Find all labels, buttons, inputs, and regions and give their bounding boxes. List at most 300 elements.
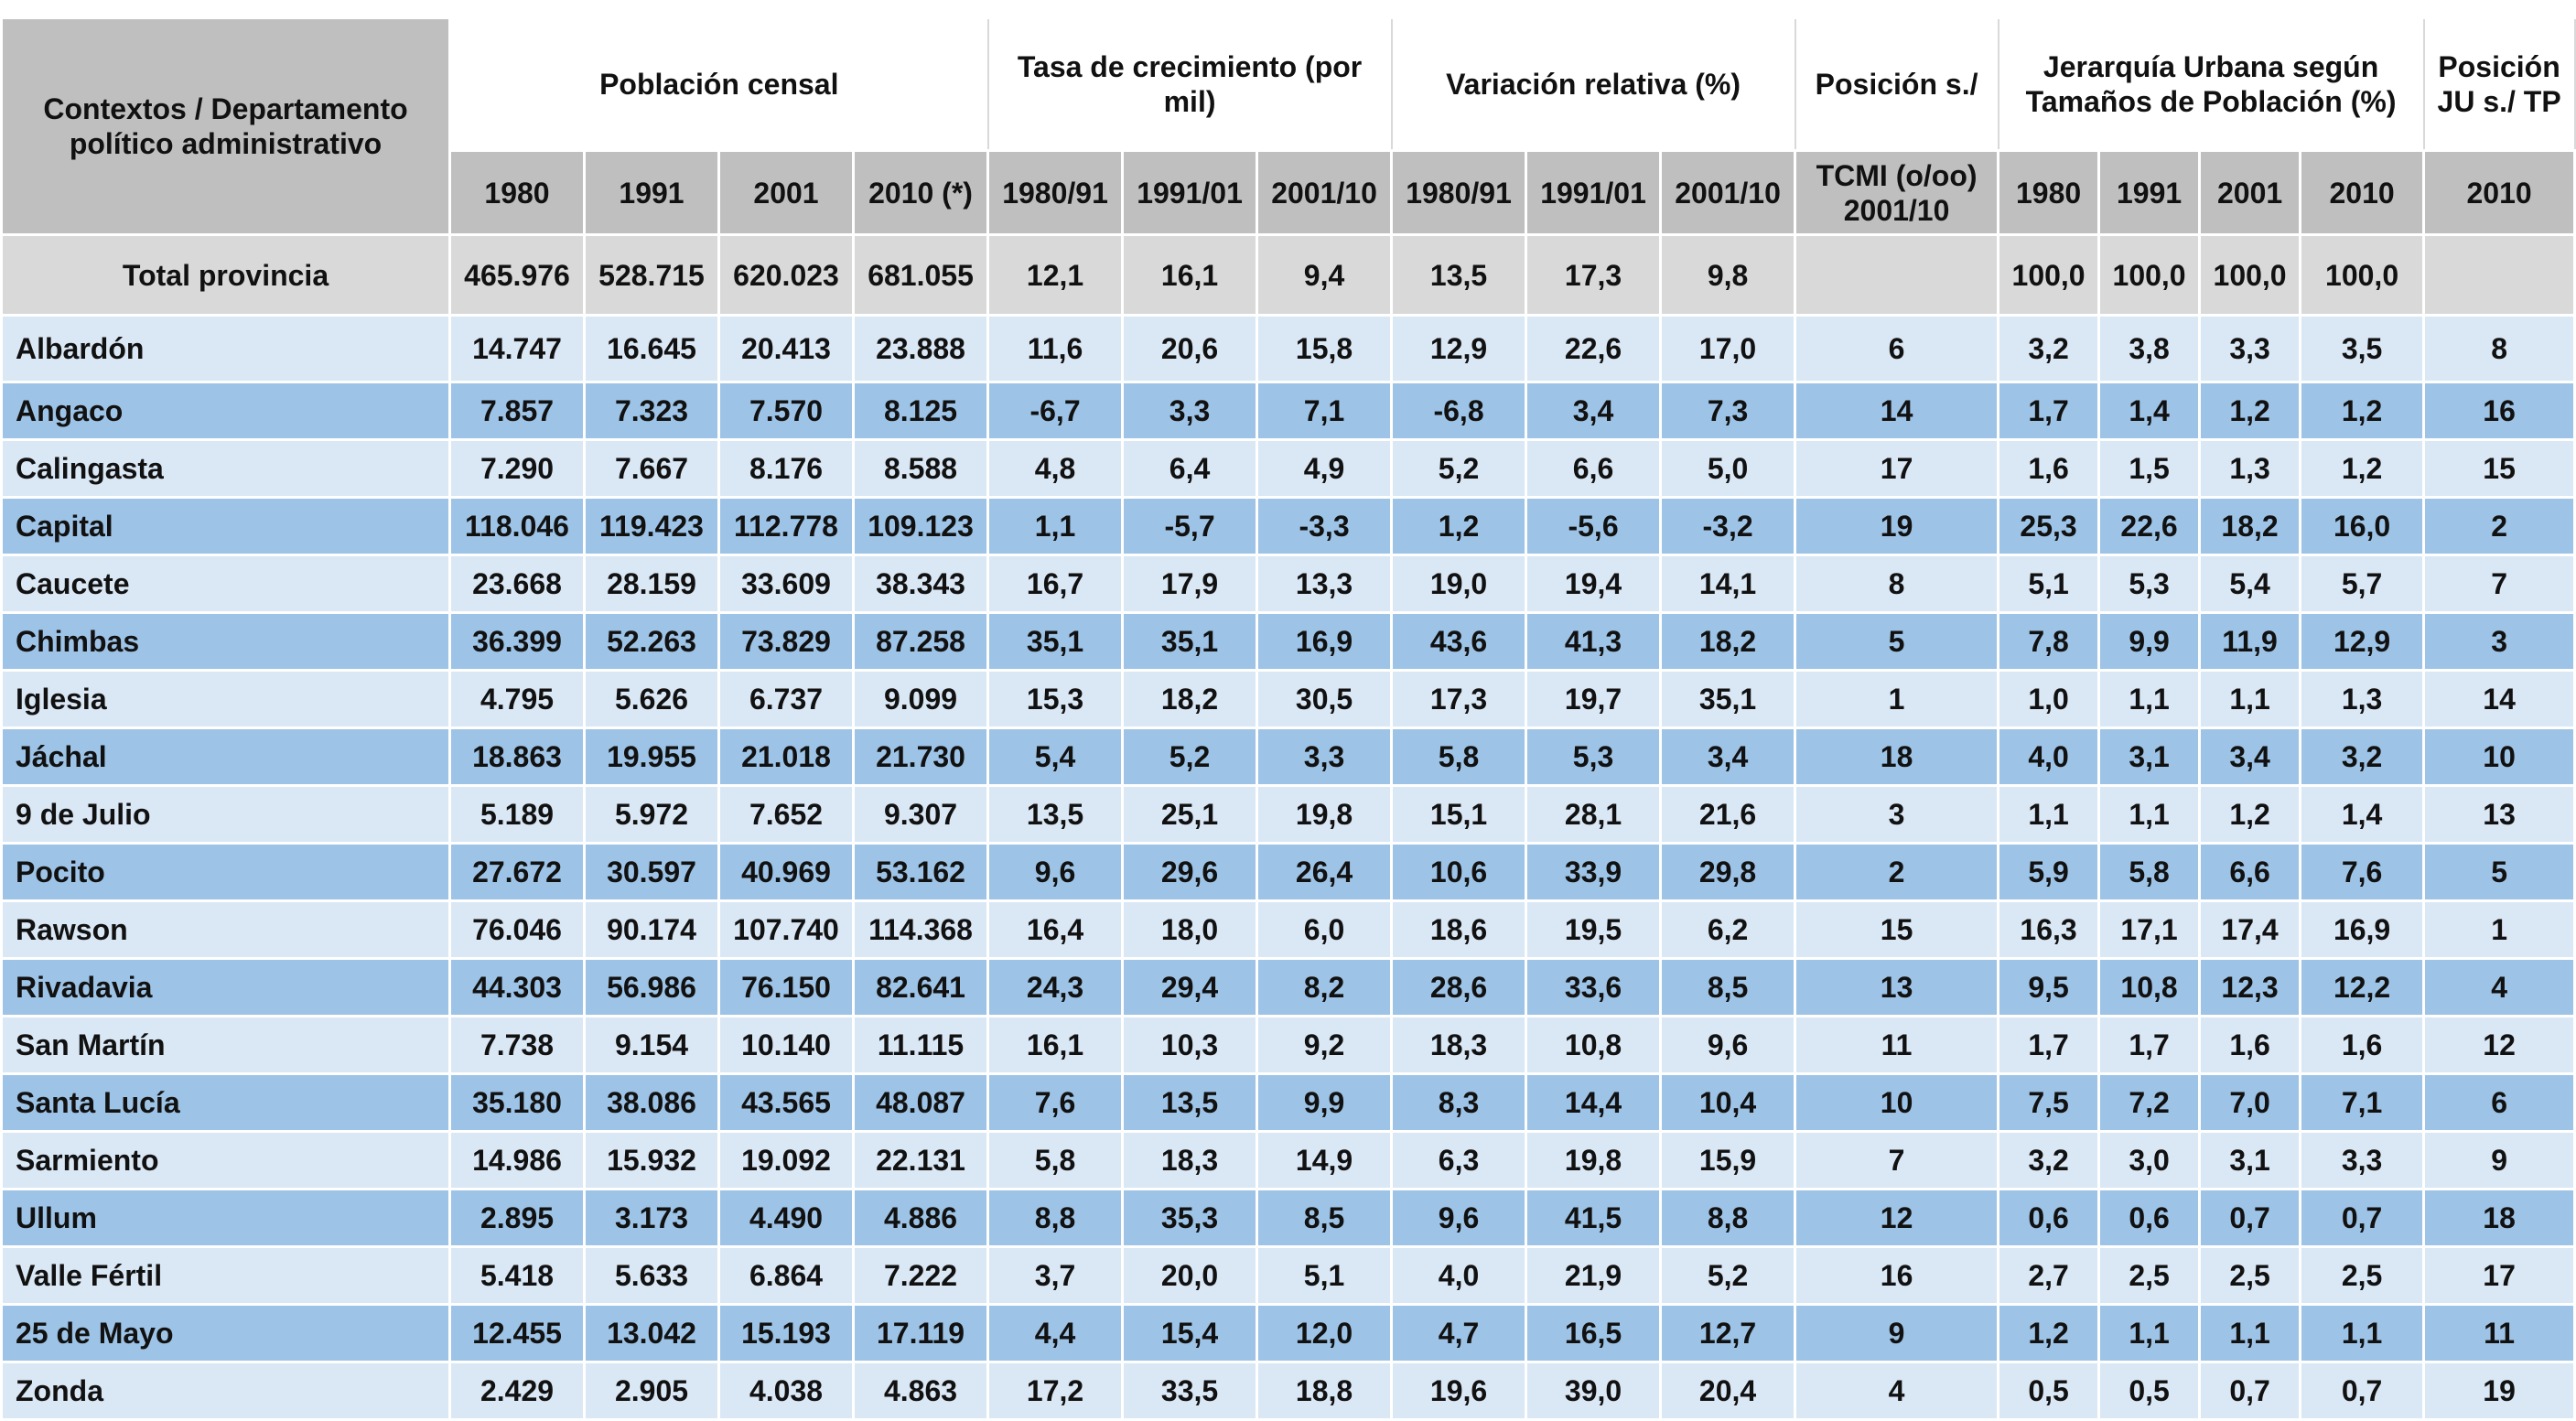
cell-v2: 39,0 bbox=[1526, 1362, 1661, 1420]
cell-p1991: 52.263 bbox=[585, 613, 719, 671]
subheader-p2010: 2010 (*) bbox=[854, 151, 988, 235]
cell-j2010: 1,2 bbox=[2301, 382, 2424, 440]
cell-t2: 18,3 bbox=[1123, 1132, 1257, 1190]
cell-tcmi: 17 bbox=[1795, 440, 1999, 498]
department-name: Caucete bbox=[2, 555, 450, 613]
cell-j1991: 1,1 bbox=[2099, 671, 2200, 728]
table-row bbox=[2, 613, 2575, 671]
cell-j1980: 7,5 bbox=[1999, 1074, 2099, 1132]
cell-t1: 17,2 bbox=[988, 1362, 1123, 1420]
cell-v2: 19,8 bbox=[1526, 1132, 1661, 1190]
total-cell-v2: 17,3 bbox=[1526, 235, 1661, 316]
cell-j2001: 7,0 bbox=[2200, 1074, 2301, 1132]
cell-p2010: 114.368 bbox=[854, 901, 988, 959]
table-row bbox=[2, 1305, 2575, 1362]
cell-v3: 18,2 bbox=[1661, 613, 1795, 671]
cell-v2: 16,5 bbox=[1526, 1305, 1661, 1362]
cell-p2010: 48.087 bbox=[854, 1074, 988, 1132]
cell-t3: 19,8 bbox=[1257, 786, 1392, 844]
cell-j1991: 2,5 bbox=[2099, 1247, 2200, 1305]
cell-t2: 10,3 bbox=[1123, 1017, 1257, 1074]
cell-j2001: 5,4 bbox=[2200, 555, 2301, 613]
cell-p1991: 28.159 bbox=[585, 555, 719, 613]
cell-ju: 9 bbox=[2424, 1132, 2575, 1190]
cell-v2: 33,6 bbox=[1526, 959, 1661, 1017]
cell-j1991: 0,6 bbox=[2099, 1190, 2200, 1247]
cell-v1: 19,6 bbox=[1392, 1362, 1526, 1420]
cell-tcmi: 9 bbox=[1795, 1305, 1999, 1362]
cell-t3: 12,0 bbox=[1257, 1305, 1392, 1362]
cell-v3: 12,7 bbox=[1661, 1305, 1795, 1362]
cell-v1: 17,3 bbox=[1392, 671, 1526, 728]
cell-p2001: 4.038 bbox=[719, 1362, 854, 1420]
cell-v2: 33,9 bbox=[1526, 844, 1661, 901]
cell-ju: 5 bbox=[2424, 844, 2575, 901]
cell-v1: 9,6 bbox=[1392, 1190, 1526, 1247]
cell-t1: 3,7 bbox=[988, 1247, 1123, 1305]
total-cell-j1980: 100,0 bbox=[1999, 235, 2099, 316]
cell-j1980: 9,5 bbox=[1999, 959, 2099, 1017]
cell-p2010: 4.886 bbox=[854, 1190, 988, 1247]
subheader-j2010: 2010 bbox=[2301, 151, 2424, 235]
total-cell-j1991: 100,0 bbox=[2099, 235, 2200, 316]
cell-p2010: 22.131 bbox=[854, 1132, 988, 1190]
cell-j1991: 3,0 bbox=[2099, 1132, 2200, 1190]
department-name: Capital bbox=[2, 498, 450, 555]
cell-t3: 8,2 bbox=[1257, 959, 1392, 1017]
cell-j1980: 3,2 bbox=[1999, 316, 2099, 382]
department-name: 9 de Julio bbox=[2, 786, 450, 844]
cell-ju: 12 bbox=[2424, 1017, 2575, 1074]
cell-j1991: 22,6 bbox=[2099, 498, 2200, 555]
cell-p2001: 7.652 bbox=[719, 786, 854, 844]
cell-j2010: 1,4 bbox=[2301, 786, 2424, 844]
cell-t3: -3,3 bbox=[1257, 498, 1392, 555]
cell-p1980: 14.986 bbox=[450, 1132, 585, 1190]
cell-p2001: 33.609 bbox=[719, 555, 854, 613]
cell-p2010: 11.115 bbox=[854, 1017, 988, 1074]
cell-v3: 7,3 bbox=[1661, 382, 1795, 440]
cell-tcmi: 4 bbox=[1795, 1362, 1999, 1420]
cell-t2: 29,4 bbox=[1123, 959, 1257, 1017]
cell-j2001: 3,3 bbox=[2200, 316, 2301, 382]
subheader-ju2010: 2010 bbox=[2424, 151, 2575, 235]
subheader-v3: 2001/10 bbox=[1661, 151, 1795, 235]
header-context: Contextos / Departamento político administrativo bbox=[2, 18, 450, 235]
cell-j1980: 1,2 bbox=[1999, 1305, 2099, 1362]
cell-v3: 5,2 bbox=[1661, 1247, 1795, 1305]
cell-t2: 25,1 bbox=[1123, 786, 1257, 844]
cell-v3: 17,0 bbox=[1661, 316, 1795, 382]
cell-t1: -6,7 bbox=[988, 382, 1123, 440]
cell-p2001: 43.565 bbox=[719, 1074, 854, 1132]
cell-p1991: 119.423 bbox=[585, 498, 719, 555]
cell-v1: 4,0 bbox=[1392, 1247, 1526, 1305]
cell-p2010: 17.119 bbox=[854, 1305, 988, 1362]
cell-j1980: 3,2 bbox=[1999, 1132, 2099, 1190]
department-name: Albardón bbox=[2, 316, 450, 382]
cell-tcmi: 1 bbox=[1795, 671, 1999, 728]
cell-j2010: 12,2 bbox=[2301, 959, 2424, 1017]
cell-t2: 33,5 bbox=[1123, 1362, 1257, 1420]
cell-p1980: 35.180 bbox=[450, 1074, 585, 1132]
cell-p1980: 36.399 bbox=[450, 613, 585, 671]
total-cell-j2001: 100,0 bbox=[2200, 235, 2301, 316]
cell-p1991: 19.955 bbox=[585, 728, 719, 786]
cell-ju: 14 bbox=[2424, 671, 2575, 728]
cell-ju: 6 bbox=[2424, 1074, 2575, 1132]
cell-p2001: 6.864 bbox=[719, 1247, 854, 1305]
total-cell-p2010: 681.055 bbox=[854, 235, 988, 316]
cell-j1980: 16,3 bbox=[1999, 901, 2099, 959]
cell-v1: 5,8 bbox=[1392, 728, 1526, 786]
cell-p2010: 8.125 bbox=[854, 382, 988, 440]
cell-j2010: 16,9 bbox=[2301, 901, 2424, 959]
cell-p1980: 44.303 bbox=[450, 959, 585, 1017]
cell-t1: 5,4 bbox=[988, 728, 1123, 786]
cell-v1: 18,3 bbox=[1392, 1017, 1526, 1074]
cell-j1980: 2,7 bbox=[1999, 1247, 2099, 1305]
cell-p1991: 13.042 bbox=[585, 1305, 719, 1362]
cell-v1: 15,1 bbox=[1392, 786, 1526, 844]
cell-j1980: 4,0 bbox=[1999, 728, 2099, 786]
cell-j2010: 1,6 bbox=[2301, 1017, 2424, 1074]
table-row bbox=[2, 440, 2575, 498]
cell-v1: -6,8 bbox=[1392, 382, 1526, 440]
cell-v3: 20,4 bbox=[1661, 1362, 1795, 1420]
cell-j1991: 3,1 bbox=[2099, 728, 2200, 786]
cell-p1980: 5.418 bbox=[450, 1247, 585, 1305]
cell-t2: 20,6 bbox=[1123, 316, 1257, 382]
total-row bbox=[2, 235, 2575, 316]
cell-t2: 5,2 bbox=[1123, 728, 1257, 786]
cell-ju: 8 bbox=[2424, 316, 2575, 382]
cell-p2001: 107.740 bbox=[719, 901, 854, 959]
cell-v2: 28,1 bbox=[1526, 786, 1661, 844]
cell-v1: 4,7 bbox=[1392, 1305, 1526, 1362]
subheader-t1: 1980/91 bbox=[988, 151, 1123, 235]
cell-t3: 7,1 bbox=[1257, 382, 1392, 440]
cell-ju: 17 bbox=[2424, 1247, 2575, 1305]
cell-j1980: 7,8 bbox=[1999, 613, 2099, 671]
cell-t1: 4,4 bbox=[988, 1305, 1123, 1362]
header-jerarquia-urbana: Jerarquía Urbana según Tamaños de Población (%) bbox=[1999, 18, 2424, 151]
subheader-p1991: 1991 bbox=[585, 151, 719, 235]
cell-ju: 2 bbox=[2424, 498, 2575, 555]
cell-v1: 28,6 bbox=[1392, 959, 1526, 1017]
cell-t2: 3,3 bbox=[1123, 382, 1257, 440]
total-cell-t2: 16,1 bbox=[1123, 235, 1257, 316]
cell-t1: 7,6 bbox=[988, 1074, 1123, 1132]
cell-v1: 43,6 bbox=[1392, 613, 1526, 671]
total-cell-t3: 9,4 bbox=[1257, 235, 1392, 316]
header-poblacion-censal: Población censal bbox=[450, 18, 988, 151]
cell-v2: 21,9 bbox=[1526, 1247, 1661, 1305]
cell-p1980: 118.046 bbox=[450, 498, 585, 555]
cell-p1980: 7.290 bbox=[450, 440, 585, 498]
table-row bbox=[2, 844, 2575, 901]
cell-p2001: 6.737 bbox=[719, 671, 854, 728]
cell-p1980: 5.189 bbox=[450, 786, 585, 844]
total-name: Total provincia bbox=[2, 235, 450, 316]
table-row bbox=[2, 786, 2575, 844]
cell-p2001: 20.413 bbox=[719, 316, 854, 382]
department-name: Chimbas bbox=[2, 613, 450, 671]
cell-v1: 6,3 bbox=[1392, 1132, 1526, 1190]
table-row bbox=[2, 671, 2575, 728]
cell-t3: 4,9 bbox=[1257, 440, 1392, 498]
cell-v1: 1,2 bbox=[1392, 498, 1526, 555]
cell-p2010: 109.123 bbox=[854, 498, 988, 555]
cell-p2001: 19.092 bbox=[719, 1132, 854, 1190]
cell-t3: 18,8 bbox=[1257, 1362, 1392, 1420]
total-cell-p1980: 465.976 bbox=[450, 235, 585, 316]
cell-tcmi: 18 bbox=[1795, 728, 1999, 786]
cell-v3: 3,4 bbox=[1661, 728, 1795, 786]
cell-p1980: 76.046 bbox=[450, 901, 585, 959]
cell-v3: 29,8 bbox=[1661, 844, 1795, 901]
cell-j2010: 1,3 bbox=[2301, 671, 2424, 728]
cell-v3: 21,6 bbox=[1661, 786, 1795, 844]
cell-p2001: 15.193 bbox=[719, 1305, 854, 1362]
cell-j2001: 1,2 bbox=[2200, 786, 2301, 844]
cell-tcmi: 8 bbox=[1795, 555, 1999, 613]
cell-p2001: 21.018 bbox=[719, 728, 854, 786]
cell-tcmi: 12 bbox=[1795, 1190, 1999, 1247]
table-row bbox=[2, 901, 2575, 959]
department-name: Pocito bbox=[2, 844, 450, 901]
cell-p1980: 2.429 bbox=[450, 1362, 585, 1420]
cell-p1980: 14.747 bbox=[450, 316, 585, 382]
cell-j2010: 0,7 bbox=[2301, 1362, 2424, 1420]
cell-v3: 35,1 bbox=[1661, 671, 1795, 728]
cell-j1980: 1,1 bbox=[1999, 786, 2099, 844]
cell-p1980: 18.863 bbox=[450, 728, 585, 786]
total-cell-j2010: 100,0 bbox=[2301, 235, 2424, 316]
cell-t1: 9,6 bbox=[988, 844, 1123, 901]
cell-j1991: 3,8 bbox=[2099, 316, 2200, 382]
cell-j2010: 7,1 bbox=[2301, 1074, 2424, 1132]
cell-v2: 19,7 bbox=[1526, 671, 1661, 728]
cell-tcmi: 11 bbox=[1795, 1017, 1999, 1074]
cell-j1980: 1,7 bbox=[1999, 382, 2099, 440]
department-name: Rawson bbox=[2, 901, 450, 959]
header-row-groups bbox=[2, 18, 2575, 151]
cell-ju: 15 bbox=[2424, 440, 2575, 498]
cell-ju: 4 bbox=[2424, 959, 2575, 1017]
cell-v3: 8,8 bbox=[1661, 1190, 1795, 1247]
cell-p2001: 73.829 bbox=[719, 613, 854, 671]
department-name: Rivadavia bbox=[2, 959, 450, 1017]
cell-p2010: 23.888 bbox=[854, 316, 988, 382]
cell-t3: 3,3 bbox=[1257, 728, 1392, 786]
cell-p1991: 9.154 bbox=[585, 1017, 719, 1074]
department-name: Sarmiento bbox=[2, 1132, 450, 1190]
cell-j1991: 7,2 bbox=[2099, 1074, 2200, 1132]
cell-j1991: 9,9 bbox=[2099, 613, 2200, 671]
cell-ju: 11 bbox=[2424, 1305, 2575, 1362]
cell-t2: 29,6 bbox=[1123, 844, 1257, 901]
cell-t1: 4,8 bbox=[988, 440, 1123, 498]
subheader-p1980: 1980 bbox=[450, 151, 585, 235]
cell-v3: -3,2 bbox=[1661, 498, 1795, 555]
department-name: Ullum bbox=[2, 1190, 450, 1247]
cell-p2001: 76.150 bbox=[719, 959, 854, 1017]
table-row bbox=[2, 555, 2575, 613]
table-row bbox=[2, 382, 2575, 440]
cell-t3: 8,5 bbox=[1257, 1190, 1392, 1247]
department-name: Santa Lucía bbox=[2, 1074, 450, 1132]
cell-tcmi: 15 bbox=[1795, 901, 1999, 959]
cell-j1980: 1,7 bbox=[1999, 1017, 2099, 1074]
table-row bbox=[2, 1017, 2575, 1074]
department-name: Angaco bbox=[2, 382, 450, 440]
cell-v2: 14,4 bbox=[1526, 1074, 1661, 1132]
department-name: 25 de Mayo bbox=[2, 1305, 450, 1362]
cell-j1991: 5,8 bbox=[2099, 844, 2200, 901]
total-cell-v3: 9,8 bbox=[1661, 235, 1795, 316]
cell-j1980: 0,6 bbox=[1999, 1190, 2099, 1247]
cell-j1991: 1,7 bbox=[2099, 1017, 2200, 1074]
subheader-p2001: 2001 bbox=[719, 151, 854, 235]
cell-t1: 8,8 bbox=[988, 1190, 1123, 1247]
table-row bbox=[2, 498, 2575, 555]
cell-j2010: 5,7 bbox=[2301, 555, 2424, 613]
cell-t2: -5,7 bbox=[1123, 498, 1257, 555]
cell-t1: 35,1 bbox=[988, 613, 1123, 671]
cell-tcmi: 19 bbox=[1795, 498, 1999, 555]
cell-ju: 13 bbox=[2424, 786, 2575, 844]
cell-j2001: 3,4 bbox=[2200, 728, 2301, 786]
cell-t2: 20,0 bbox=[1123, 1247, 1257, 1305]
cell-t3: 30,5 bbox=[1257, 671, 1392, 728]
cell-p1991: 16.645 bbox=[585, 316, 719, 382]
cell-p2001: 112.778 bbox=[719, 498, 854, 555]
cell-t2: 17,9 bbox=[1123, 555, 1257, 613]
cell-j1980: 1,0 bbox=[1999, 671, 2099, 728]
cell-j2001: 2,5 bbox=[2200, 1247, 2301, 1305]
subheader-j1991: 1991 bbox=[2099, 151, 2200, 235]
cell-p2010: 82.641 bbox=[854, 959, 988, 1017]
cell-j2010: 0,7 bbox=[2301, 1190, 2424, 1247]
cell-v3: 15,9 bbox=[1661, 1132, 1795, 1190]
table-row bbox=[2, 1074, 2575, 1132]
total-cell-v1: 13,5 bbox=[1392, 235, 1526, 316]
cell-j1991: 0,5 bbox=[2099, 1362, 2200, 1420]
cell-j2001: 1,3 bbox=[2200, 440, 2301, 498]
department-name: Calingasta bbox=[2, 440, 450, 498]
cell-v1: 10,6 bbox=[1392, 844, 1526, 901]
cell-t3: 9,2 bbox=[1257, 1017, 1392, 1074]
cell-v2: 19,4 bbox=[1526, 555, 1661, 613]
cell-p1991: 38.086 bbox=[585, 1074, 719, 1132]
cell-p2001: 40.969 bbox=[719, 844, 854, 901]
cell-p1991: 5.626 bbox=[585, 671, 719, 728]
cell-j1991: 1,4 bbox=[2099, 382, 2200, 440]
cell-v1: 8,3 bbox=[1392, 1074, 1526, 1132]
cell-v2: 41,5 bbox=[1526, 1190, 1661, 1247]
cell-j2010: 2,5 bbox=[2301, 1247, 2424, 1305]
cell-v2: -5,6 bbox=[1526, 498, 1661, 555]
cell-j1980: 25,3 bbox=[1999, 498, 2099, 555]
cell-ju: 19 bbox=[2424, 1362, 2575, 1420]
cell-v2: 19,5 bbox=[1526, 901, 1661, 959]
cell-tcmi: 7 bbox=[1795, 1132, 1999, 1190]
cell-v1: 18,6 bbox=[1392, 901, 1526, 959]
cell-tcmi: 5 bbox=[1795, 613, 1999, 671]
cell-tcmi: 2 bbox=[1795, 844, 1999, 901]
cell-t1: 13,5 bbox=[988, 786, 1123, 844]
cell-t2: 35,1 bbox=[1123, 613, 1257, 671]
cell-t2: 6,4 bbox=[1123, 440, 1257, 498]
cell-j2001: 1,2 bbox=[2200, 382, 2301, 440]
cell-j2010: 7,6 bbox=[2301, 844, 2424, 901]
cell-t1: 16,7 bbox=[988, 555, 1123, 613]
cell-t1: 5,8 bbox=[988, 1132, 1123, 1190]
census-table-container bbox=[0, 16, 2576, 1421]
cell-t1: 15,3 bbox=[988, 671, 1123, 728]
cell-p2010: 8.588 bbox=[854, 440, 988, 498]
total-cell-p2001: 620.023 bbox=[719, 235, 854, 316]
cell-t3: 16,9 bbox=[1257, 613, 1392, 671]
subheader-tcmi: TCMI (o/oo) 2001/10 bbox=[1795, 151, 1999, 235]
cell-v3: 10,4 bbox=[1661, 1074, 1795, 1132]
cell-j2010: 1,2 bbox=[2301, 440, 2424, 498]
cell-p2001: 7.570 bbox=[719, 382, 854, 440]
cell-p1991: 3.173 bbox=[585, 1190, 719, 1247]
cell-j1991: 1,1 bbox=[2099, 1305, 2200, 1362]
department-name: Jáchal bbox=[2, 728, 450, 786]
cell-v1: 12,9 bbox=[1392, 316, 1526, 382]
table-row bbox=[2, 316, 2575, 382]
cell-t1: 11,6 bbox=[988, 316, 1123, 382]
cell-p2010: 53.162 bbox=[854, 844, 988, 901]
cell-t3: 14,9 bbox=[1257, 1132, 1392, 1190]
header-posicion-ju: Posición JU s./ TP bbox=[2424, 18, 2575, 151]
cell-j1991: 10,8 bbox=[2099, 959, 2200, 1017]
cell-j2001: 6,6 bbox=[2200, 844, 2301, 901]
cell-p2010: 21.730 bbox=[854, 728, 988, 786]
cell-tcmi: 16 bbox=[1795, 1247, 1999, 1305]
cell-j2001: 1,1 bbox=[2200, 1305, 2301, 1362]
cell-tcmi: 6 bbox=[1795, 316, 1999, 382]
cell-t1: 24,3 bbox=[988, 959, 1123, 1017]
cell-ju: 1 bbox=[2424, 901, 2575, 959]
cell-p1980: 12.455 bbox=[450, 1305, 585, 1362]
cell-j2010: 1,1 bbox=[2301, 1305, 2424, 1362]
table-body bbox=[2, 235, 2575, 1420]
cell-v2: 5,3 bbox=[1526, 728, 1661, 786]
cell-t2: 13,5 bbox=[1123, 1074, 1257, 1132]
cell-tcmi: 3 bbox=[1795, 786, 1999, 844]
cell-t2: 18,0 bbox=[1123, 901, 1257, 959]
cell-j1980: 5,9 bbox=[1999, 844, 2099, 901]
subheader-v2: 1991/01 bbox=[1526, 151, 1661, 235]
cell-v2: 10,8 bbox=[1526, 1017, 1661, 1074]
cell-j2010: 3,5 bbox=[2301, 316, 2424, 382]
cell-t3: 15,8 bbox=[1257, 316, 1392, 382]
cell-ju: 18 bbox=[2424, 1190, 2575, 1247]
cell-p2010: 4.863 bbox=[854, 1362, 988, 1420]
cell-v2: 22,6 bbox=[1526, 316, 1661, 382]
cell-p1980: 23.668 bbox=[450, 555, 585, 613]
cell-p2001: 10.140 bbox=[719, 1017, 854, 1074]
cell-j2001: 12,3 bbox=[2200, 959, 2301, 1017]
cell-p1991: 56.986 bbox=[585, 959, 719, 1017]
cell-ju: 16 bbox=[2424, 382, 2575, 440]
cell-t2: 18,2 bbox=[1123, 671, 1257, 728]
header-tasa-crecimiento: Tasa de crecimiento (por mil) bbox=[988, 18, 1392, 151]
